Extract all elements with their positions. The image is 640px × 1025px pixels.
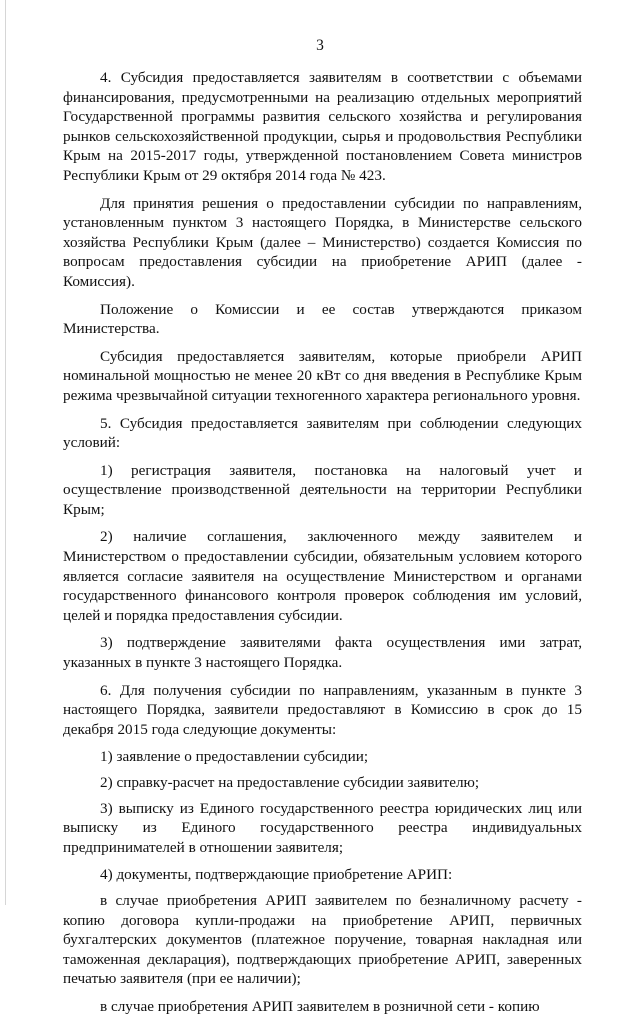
condition-2: 2) наличие соглашения, заключенного между заявителем и Министерством о предоставлении субсидии, обязательным условием которого является согласие заявителя на осуществление Министерством и органами государственного финансового контроля проверок соблюдения им условий, целей и порядка предоставления субсидии. bbox=[63, 528, 582, 624]
document-item-3: 3) выписку из Единого государственного реестра юридических лиц или выписку из Единого государственного реестра индивидуальных предпринимателей в отношении заявителя; bbox=[63, 799, 582, 856]
paragraph-6: 6. Для получения субсидии по направлениям, указанным в пункте 3 настоящего Порядка, заявители предоставляют в Комиссию в срок до 15 декабря 2015 года следующие документы: bbox=[63, 681, 582, 738]
paragraph-5: 5. Субсидия предоставляется заявителям при соблюдении следующих условий: bbox=[63, 414, 582, 452]
document-item-2: 2) справку-расчет на предоставление субсидии заявителю; bbox=[100, 774, 480, 791]
document-body bbox=[63, 68, 582, 1025]
page-number: 3 bbox=[316, 37, 324, 54]
condition-3: 3) подтверждение заявителями факта осуществления ими затрат, указанных в пункте 3 настоящего Порядка. bbox=[63, 634, 582, 672]
condition-1: 1) регистрация заявителя, постановка на налоговый учет и осуществление производственной деятельности на территории Республики Крым; bbox=[63, 461, 582, 518]
document-item-4: 4) документы, подтверждающие приобретение АРИП: bbox=[100, 866, 453, 884]
cashless-purchase-paragraph: в случае приобретения АРИП заявителем по безналичному расчету - копию договора купли-продажи на приобретение АРИП, первичных бухгалтерских документов (платежное поручение, товарная накладная или таможенная декларация), подтверждающих приобретение АРИП, заверенных печатью заявителя (при ее наличии); bbox=[63, 891, 582, 988]
document-item-1: 1) заявление о предоставлении субсидии; bbox=[100, 748, 369, 766]
paragraph-4: 4. Субсидия предоставляется заявителям в соответствии с объемами финансирования, предусмотренными на реализацию отдельных мероприятий Государственной программы развития сельского хозяйства и регулирования рынков сельскохозяйственной продукции, сырья и продовольствия Республики Крым на 2015-2017 годы, утвержденной постановлением Совета министров Республики Крым от 29 октября 2014 года № 423. bbox=[63, 69, 582, 184]
paragraph-subsidy-20kw: Субсидия предоставляется заявителям, которые приобрели АРИП номинальной мощностью не менее 20 кВт со дня введения в Республике Крым режима чрезвычайной ситуации техногенного характера регионального уровня. bbox=[63, 347, 582, 404]
paragraph-commission: Для принятия решения о предоставлении субсидии по направлениям, установленным пунктом 3 настоящего Порядка, в Министерстве сельского хозяйства Республики Крым (далее – Министерство) создается Комиссия по вопросам предоставления субсидии на приобретение АРИП (далее - Комиссия). bbox=[63, 194, 582, 290]
paragraph-regulation: Положение о Комиссии и ее состав утверждаются приказом Министерства. bbox=[63, 300, 582, 338]
page-edge-line bbox=[5, 0, 6, 905]
retail-purchase-paragraph: в случае приобретения АРИП заявителем в розничной сети - копию bbox=[100, 997, 540, 1015]
